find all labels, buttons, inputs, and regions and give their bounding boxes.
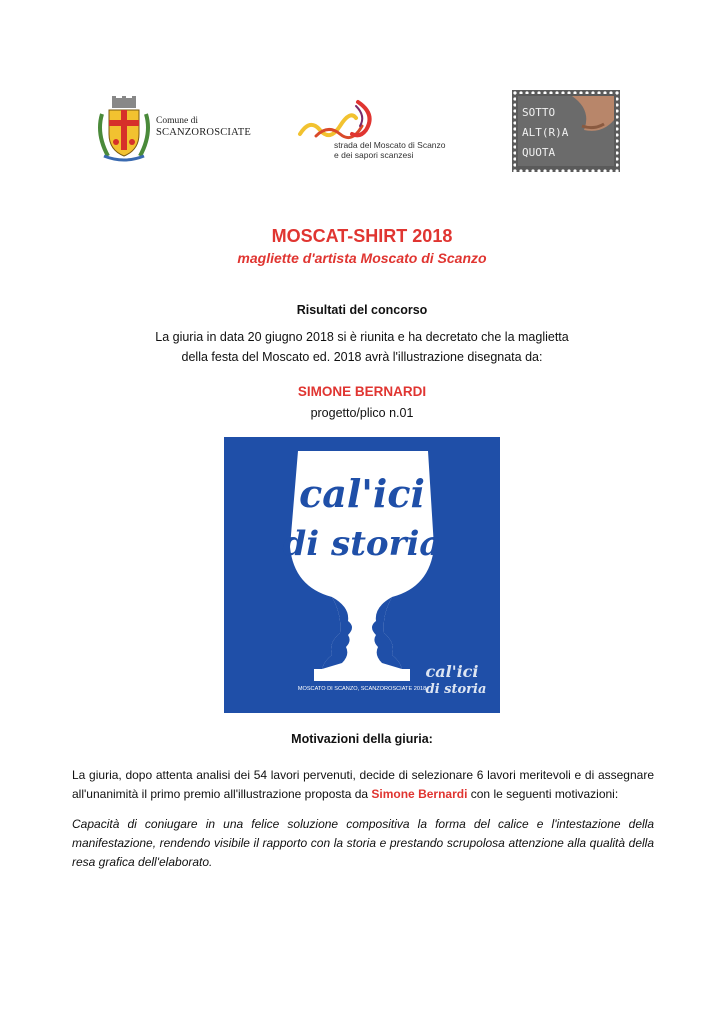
motivations-heading: Motivazioni della giuria:	[291, 732, 433, 746]
comune-line2: SCANZOROSCIATE	[156, 127, 251, 138]
results-heading: Risultati del concorso	[296, 303, 428, 317]
motivations-paragraph-1	[72, 766, 654, 804]
results-body	[0, 327, 724, 367]
results-line2: della festa del Moscato ed. 2018 avrà l'illustrazione disegnata da:	[181, 350, 543, 364]
stamp-image-icon	[512, 90, 620, 172]
strada-line1: strada del Moscato di Scanzo	[334, 140, 446, 150]
winning-artwork	[224, 437, 500, 713]
moscato-wave-icon	[296, 96, 386, 146]
svg-text:ALT(R)A: ALT(R)A	[522, 126, 569, 139]
artwork-word2: di storia	[282, 524, 442, 564]
strada-line2: e dei sapori scanzesi	[334, 150, 414, 160]
comune-text	[156, 116, 251, 138]
artwork-mini-word2: di storia	[425, 682, 487, 697]
svg-text:SOTTO: SOTTO	[522, 106, 556, 119]
p1-winner-name: Simone Bernardi	[371, 787, 468, 801]
p1-after: con le seguenti motivazioni:	[467, 787, 619, 801]
comune-line1: Comune di	[156, 116, 198, 126]
artwork-mini-word1: cal'ici	[425, 662, 479, 681]
calici-di-storia-illustration	[224, 437, 500, 713]
comune-crest-icon	[94, 94, 154, 164]
page-title: MOSCAT-SHIRT 2018	[271, 226, 453, 246]
comune-logo	[94, 94, 264, 164]
p1-before: La giuria, dopo attenta analisi dei 54 lavori pervenuti, decide di selezionare 6 lavori meritevoli e di assegnare all'unanimità il primo premio all'illustrazione proposta da	[72, 768, 654, 801]
motivations-paragraph-2: Capacità di coniugare in una felice soluzione compositiva la forma del calice e l'intestazione della manifestazione, rendendo visibile il rapporto con la storia e prestando scrupolosa attenzione alla qualità della resa grafica dell'elaborato.	[72, 817, 654, 869]
svg-text:QUOTA: QUOTA	[522, 146, 556, 159]
artwork-caption: MOSCATO DI SCANZO, SCANZOROSCIATE 2018	[297, 686, 427, 692]
sotto-altra-quota-stamp	[512, 90, 620, 172]
strada-text	[334, 140, 446, 160]
page-subtitle: magliette d'artista Moscato di Scanzo	[237, 250, 487, 266]
winner-name: SIMONE BERNARDI	[297, 384, 427, 399]
header-logos	[0, 90, 724, 180]
winner-plico: progetto/plico n.01	[310, 406, 414, 420]
artwork-word1: cal'ici	[299, 471, 425, 516]
strada-moscato-logo	[296, 96, 486, 176]
results-line1: La giuria in data 20 giugno 2018 si è riunita e ha decretato che la maglietta	[155, 330, 569, 344]
